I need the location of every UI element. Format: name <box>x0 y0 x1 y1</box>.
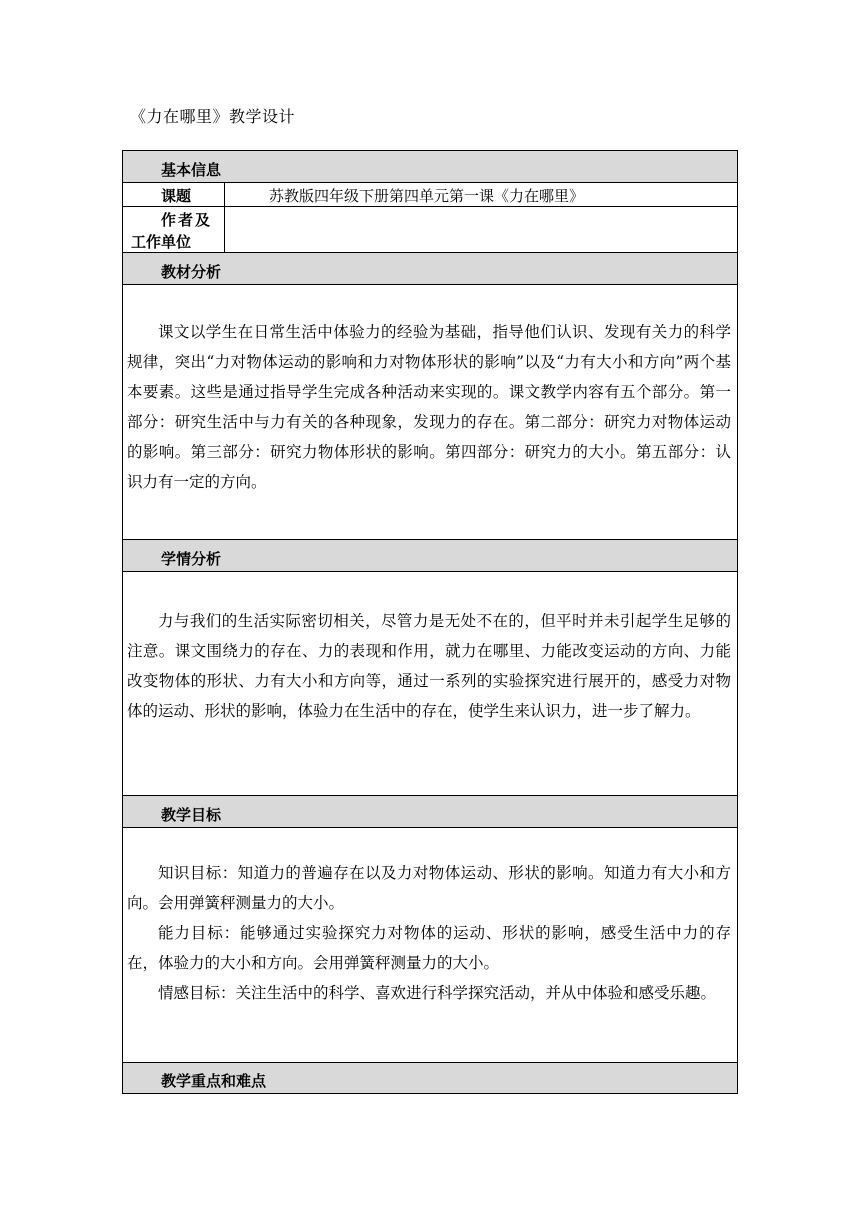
section-header-teaching-goals <box>123 796 737 828</box>
paragraph-knowledge-goal: 知识目标：知道力的普遍存在以及力对物体运动、形状的影响。知道力有大小和方向。会用弹簧秤测量力的大小。 <box>127 864 731 912</box>
topic-label-cell <box>123 183 225 206</box>
paragraph-ability-goal: 能力目标：能够通过实验探究力对物体的运动、形状的影响，感受生活中力的存在，体验力的大小和方向。会用弹簧秤测量力的大小。 <box>127 924 731 972</box>
section-header-textbook-analysis <box>123 253 737 285</box>
document-title: 《力在哪里》教学设计 <box>130 107 296 126</box>
paragraph: 课文以学生在日常生活中体验力的经验为基础，指导他们认识、发现有关力的科学规律，突出“力对物体运动的影响和力对物体形状的影响”以及“力有大小和方向”两个基本要素。这些是通过指导学生完成各种活动来实现的。课文教学内容有五个部分。第一部分：研究生活中与力有关的各种现象，发现力的存在。第二部分：研究力对物体运动的影响。第三部分：研究力物体形状的影响。第四部分：研究力的大小。第五部分：认识力有一定的方向。 <box>127 323 731 491</box>
section-text <box>127 606 731 726</box>
topic-value: 苏教版四年级下册第四单元第一课《力在哪里》 <box>269 187 585 205</box>
section-header-label: 教学重点和难点 <box>161 1072 267 1090</box>
section-text <box>127 858 731 1008</box>
paragraph: 力与我们的生活实际密切相关，尽管力是无处不在的，但平时并未引起学生足够的注意。课文围绕力的存在、力的表现和作用，就力在哪里、力能改变运动的方向、力能改变物体的形状、力有大小和方向等，通过一系列的实验探究进行展开的，感受力对物体的运动、形状的影响，体验力在生活中的存在，使学生来认识力，进一步了解力。 <box>127 612 731 720</box>
section-text <box>127 317 731 497</box>
topic-label: 课题 <box>161 187 192 205</box>
lesson-plan-table <box>122 150 738 1094</box>
author-row <box>123 207 737 253</box>
section-body-student-analysis <box>123 572 737 796</box>
section-header-student-analysis <box>123 540 737 572</box>
topic-row <box>123 183 737 207</box>
author-label-cell <box>123 207 225 252</box>
section-header-basic-info <box>123 151 737 183</box>
section-header-label: 基本信息 <box>161 161 222 179</box>
section-body-textbook-analysis <box>123 285 737 540</box>
section-header-label: 教材分析 <box>161 263 222 281</box>
section-header-key-points <box>123 1063 737 1093</box>
section-header-label: 学情分析 <box>161 550 222 568</box>
paragraph-emotion-goal: 情感目标：关注生活中的科学、喜欢进行科学探究活动，并从中体验和感受乐趣。 <box>158 984 717 1002</box>
section-header-label: 教学目标 <box>161 806 222 824</box>
author-label-line2: 工作单位 <box>131 233 192 251</box>
author-label-line1: 作者及 <box>161 211 213 229</box>
section-body-teaching-goals <box>123 828 737 1063</box>
